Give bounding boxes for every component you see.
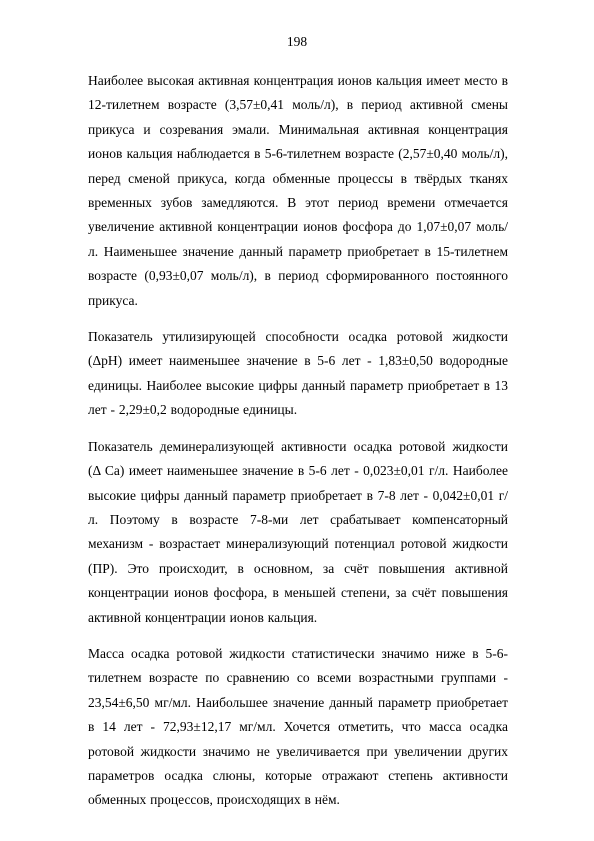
paragraph-ph-utilization: Показатель утилизирующей способности осадка ротовой жидкости (ΔpH) имеет наименьшее значение в 5-6 лет - 1,83±0,50 водородные единицы. Наиболее высокие цифры данный параметр приобретает в 13 лет - 2,29±0,2 водородные единицы. <box>88 329 508 418</box>
paragraph-sediment-mass: Масса осадка ротовой жидкости статистически значимо ниже в 5-6-тилетнем возрасте по сравнению со всеми возрастными группами - 23,54±6,50 мг/мл. Наибольшее значение данный параметр приобретает в 14 лет - 72,93±12,17 мг/мл. Хочется отметить, что масса осадка ротовой жидкости значимо не увеличивается при увеличении других параметров осадка слюны, которые отражают степень активности обменных процессов, происходящих в нём. <box>88 645 508 808</box>
document-body <box>88 69 508 813</box>
page-number: 198 <box>286 34 308 49</box>
paragraph-calcium-ions: Наиболее высокая активная концентрация ионов кальция имеет место в 12-тилетнем возрасте (3,57±0,41 моль/л), в период активной смены прикуса и созревания эмали. Минимальная активная концентрация ионов кальция наблюдается в 5-6-тилетнем возрасте (2,57±0,40 моль/л), перед сменой прикуса, когда обменные процессы в твёрдых тканях временных зубов замедляются. В этот период времени отмечается увеличение активной концентрации ионов фосфора до 1,07±0,07 моль/л. Наименьшее значение данный параметр приобретает в 15-тилетнем возрасте (0,93±0,07 моль/л), в период сформированного постоянного прикуса. <box>88 73 508 308</box>
paragraph-demineralization: Показатель деминерализующей активности осадка ротовой жидкости (Δ Ca) имеет наименьшее значение в 5-6 лет - 0,023±0,01 г/л. Наиболее высокие цифры данный параметр приобретает в 7-8 лет - 0,042±0,01 г/л. Поэтому в возрасте 7-8-ми лет срабатывает компенсаторный механизм - возрастает минерализующий потенциал ротовой жидкости (ПР). Это происходит, в основном, за счёт повышения активной концентрации ионов фосфора, в меньшей степени, за счёт повышения активной концентрации ионов кальция. <box>88 438 508 625</box>
